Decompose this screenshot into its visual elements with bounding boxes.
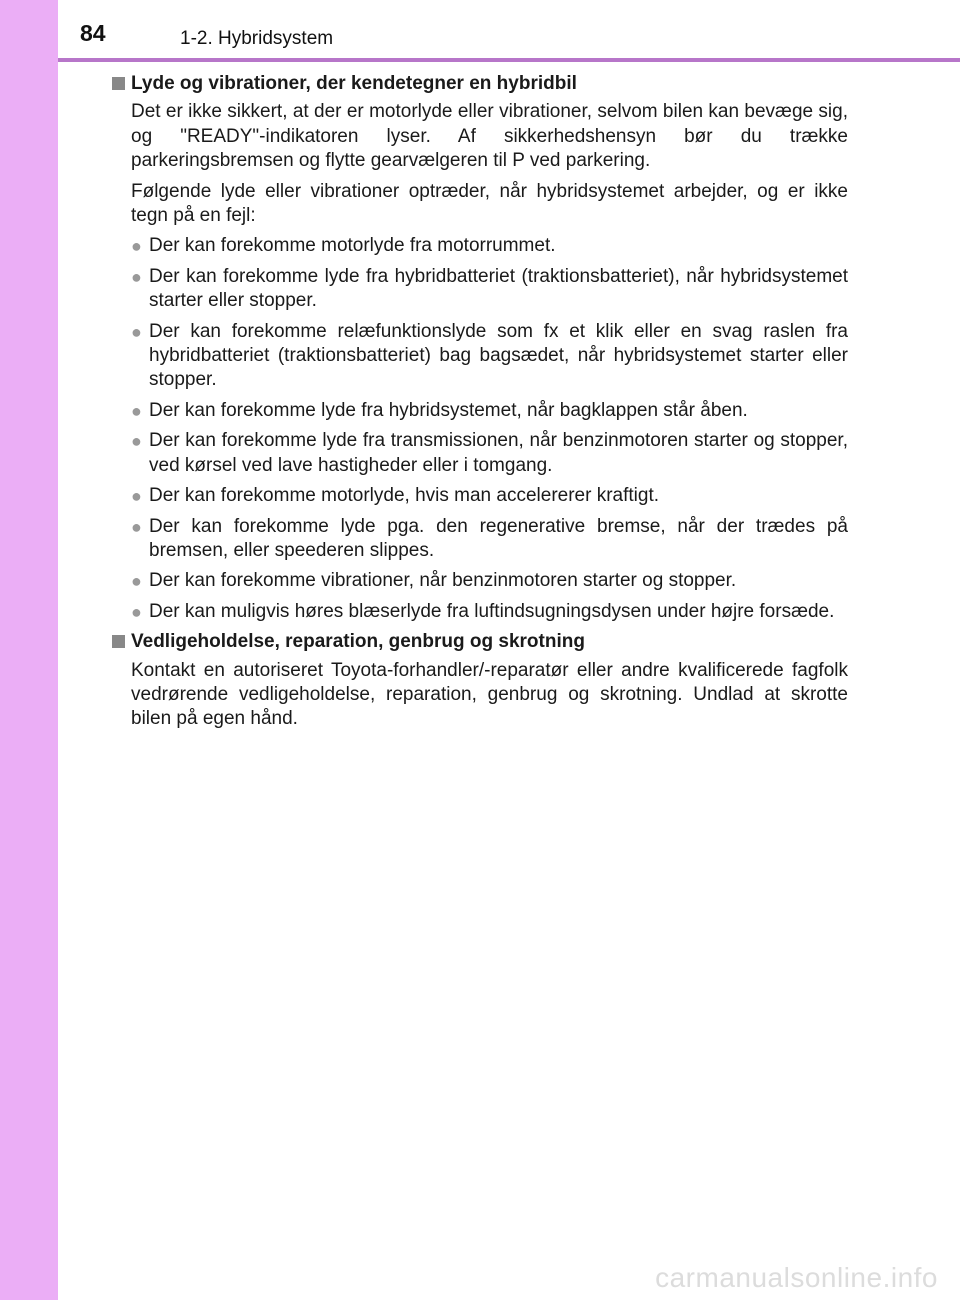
section-sounds-vibrations [112,72,848,624]
list-item-text: Der kan forekomme lyde pga. den regenerative bremse, når der trædes på bremsen, eller speederen slippes. [149,515,848,561]
list-item-text: Der kan muligvis høres blæserlyde fra luftindsugningsdysen under højre forsæde. [149,600,835,622]
list-item-text: Der kan forekomme relæfunktionslyde som fx et klik eller en svag raslen fra hybridbatteriet (traktionsbatteriet) bag bagsædet, når hybridsystemet starter eller stopper. [149,320,848,391]
list-item [131,429,848,478]
list-item-text: Der kan forekomme lyde fra transmissionen, når benzinmotoren starter og stopper, ved kørsel ved lave hastigheder eller i tomgang. [149,430,848,476]
circle-bullet-icon: ● [131,516,142,537]
list-item-text: Der kan forekomme vibrationer, når benzinmotoren starter og stopper. [149,570,737,592]
section-maintenance [112,630,848,732]
page-content [112,72,848,738]
list-item [131,600,848,624]
list-item-text: Der kan forekomme motorlyde fra motorrummet. [149,235,556,257]
list-item [131,569,848,593]
section-title: 1-2. Hybridsystem [180,28,334,49]
square-bullet-icon [112,77,125,90]
section-heading-text: Lyde og vibrationer, der kendetegner en hybridbil [131,73,577,94]
section-heading [112,72,848,96]
list-item [131,484,848,508]
bullet-list [112,234,848,624]
circle-bullet-icon: ● [131,236,142,257]
header-rule [58,58,960,62]
watermark-text: carmanualsonline.info [655,1262,938,1293]
paragraph: Kontakt en autoriseret Toyota-forhandler/-reparatør eller andre kvalificerede fagfolk vedrørende vedligeholdelse, reparation, genbrug og skrotning. Undlad at skrotte bilen på egen hånd. [131,659,848,730]
list-item [131,399,848,423]
section-heading [112,630,848,654]
side-color-band [0,0,58,1300]
circle-bullet-icon: ● [131,400,142,421]
circle-bullet-icon: ● [131,321,142,342]
list-item [131,265,848,314]
paragraph: Det er ikke sikkert, at der er motorlyde eller vibrationer, selvom bilen kan bevæge sig, og "READY"-indikatoren lyser. Af sikkerhedshensyn bør du trække parkeringsbremsen og flytte gearvælgeren til P ved parkering. [131,101,848,172]
paragraph: Følgende lyde eller vibrationer optræder, når hybridsystemet arbejder, og er ikke tegn på en fejl: [131,180,848,227]
section-heading-text: Vedligeholdelse, reparation, genbrug og skrotning [131,631,585,653]
circle-bullet-icon: ● [131,266,142,287]
circle-bullet-icon: ● [131,431,142,452]
circle-bullet-icon: ● [131,601,142,622]
list-item [131,234,848,258]
list-item-text: Der kan forekomme lyde fra hybridsystemet, når bagklappen står åben. [149,399,748,421]
list-item [131,515,848,564]
list-item-text: Der kan forekomme motorlyde, hvis man accelererer kraftigt. [149,485,660,507]
circle-bullet-icon: ● [131,571,142,592]
circle-bullet-icon: ● [131,486,142,507]
square-bullet-icon [112,635,125,648]
page-number: 84 [80,20,106,46]
list-item-text: Der kan forekomme lyde fra hybridbatteriet (traktionsbatteriet), når hybridsystemet starter eller stopper. [149,265,848,312]
list-item [131,320,848,393]
